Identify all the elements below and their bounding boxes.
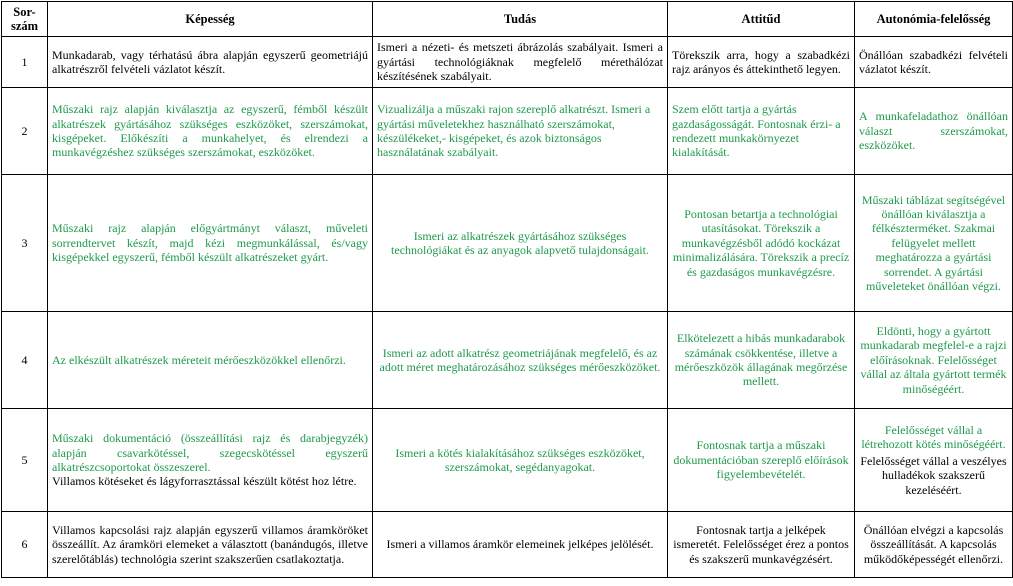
- table-row: [2, 88, 1013, 175]
- cell-kepesseg: [48, 409, 373, 512]
- cell-kepesseg-black: Villamos kötéseket és lágyforrasztással készült kötést hoz létre.: [52, 474, 357, 489]
- competency-table: [1, 1, 1013, 578]
- header-kepesseg: Képesség: [48, 2, 373, 37]
- row-number: 6: [2, 512, 48, 578]
- table-row: [2, 409, 1013, 512]
- cell-autonomia-black: Felelősséget vállal a veszélyes hulladékok szakszerű kezeléséért.: [860, 453, 1007, 497]
- cell-autonomia-green: Felelősséget vállal a létrehozott kötés minőségéért.: [861, 422, 1006, 452]
- row-number: 2: [2, 88, 48, 175]
- row-number: 1: [2, 37, 48, 88]
- cell-kepesseg: Az elkészült alkatrészek méreteit mérőeszközökkel ellenőrzi.: [48, 312, 373, 409]
- cell-attitud: Szem előtt tartja a gyártás gazdaságosságát. Fontosnak érzi- a rendezett munkakörnyezet kialakítását.: [668, 88, 855, 175]
- cell-tudas: Vizualizálja a műszaki rajon szereplő alkatrészt. Ismeri a gyártási műveletekhez használható szerszámokat, készülékeket,- kisgépeket, és azok biztonságos használatának szabályait.: [373, 88, 668, 175]
- cell-tudas: Ismeri az alkatrészek gyártásához szükséges technológiákat és az anyagok alapvető tulajdonságait.: [373, 175, 668, 312]
- header-row: [2, 2, 1013, 37]
- cell-tudas: Ismeri a kötés kialakításához szükséges eszközöket, szerszámokat, segédanyagokat.: [373, 409, 668, 512]
- cell-attitud: Fontosnak tartja a jelképek ismeretét. Felelősséget érez a pontos és szakszerű munkavégzésért.: [668, 512, 855, 578]
- cell-autonomia: Eldönti, hogy a gyártott munkadarab megfelel-e a rajzi előírásoknak. Felelősséget vállal az általa gyártott termék minőségéért.: [855, 312, 1013, 409]
- cell-kepesseg: Műszaki rajz alapján előgyártmányt választ, műveleti sorrendtervet készít, majd kézi megmunkálással, és/vagy kisgépekkel egyszerű, fémből készült alkatrészeket gyárt.: [48, 175, 373, 312]
- cell-kepesseg-green: Műszaki dokumentáció (összeállítási rajz és darabjegyzék) alapján csavarkötéssel, szegecskötéssel egyszerű alkatrészcsoportokat összeszerel.: [52, 431, 368, 474]
- header-sorszam-line2: szám: [10, 19, 39, 33]
- cell-attitud: Elkötelezett a hibás munkadarabok számának csökkentése, illetve a mérőeszközök állagának megőrzése mellett.: [668, 312, 855, 409]
- row-number: 5: [2, 409, 48, 512]
- table-header: [2, 2, 1013, 37]
- table-row: [2, 175, 1013, 312]
- table-body: [2, 37, 1013, 578]
- header-tudas: Tudás: [373, 2, 668, 37]
- cell-autonomia: Önállóan szabadkézi felvételi vázlatot készít.: [855, 37, 1013, 88]
- table-row: [2, 312, 1013, 409]
- table-row: [2, 37, 1013, 88]
- header-attitud: Attitűd: [668, 2, 855, 37]
- cell-attitud: Fontosnak tartja a műszaki dokumentációban szereplő előírások figyelembevételét.: [668, 409, 855, 512]
- header-sorszam: [2, 2, 48, 37]
- cell-attitud: Törekszik arra, hogy a szabadkézi rajz arányos és áttekinthető legyen.: [668, 37, 855, 88]
- table-row: [2, 512, 1013, 578]
- header-sorszam-line1: Sor-: [13, 4, 36, 19]
- cell-kepesseg: Munkadarab, vagy térhatású ábra alapján egyszerű geometriájú alkatrészről felvételi vázlatot készít.: [48, 37, 373, 88]
- cell-kepesseg: Műszaki rajz alapján kiválasztja az egyszerű, fémből készült alkatrészek gyártásához szükséges eszközöket, szerszámokat, kisgépeket. Előkészíti a munkahelyet, és elrendezi a munkavégzéshez szükséges szerszámokat, eszközöket.: [48, 88, 373, 175]
- row-number: 3: [2, 175, 48, 312]
- cell-autonomia: A munkafeladathoz önállóan választ szerszámokat, eszközöket.: [855, 88, 1013, 175]
- cell-tudas: Ismeri az adott alkatrész geometriájának megfelelő, és az adott méret meghatározásához szükséges mérőeszközöket.: [373, 312, 668, 409]
- cell-autonomia: Önállóan elvégzi a kapcsolás összeállítását. A kapcsolás működőképességét ellenőrzi.: [855, 512, 1013, 578]
- cell-attitud: Pontosan betartja a technológiai utasításokat. Törekszik a munkavégzésből adódó kockázat minimalizálására. Törekszik a precíz és gazdaságos munkavégzésre.: [668, 175, 855, 312]
- header-autonomia: Autonómia-felelősség: [855, 2, 1013, 37]
- cell-tudas: Ismeri a villamos áramkör elemeinek jelképes jelölését.: [373, 512, 668, 578]
- cell-autonomia: [855, 409, 1013, 512]
- row-number: 4: [2, 312, 48, 409]
- cell-autonomia: Műszaki táblázat segítségével önállóan kiválasztja a félkészterméket. Szakmai felügyelet mellett meghatározza a gyártási sorrendet. A gyártási műveleteket önállóan végzi.: [855, 175, 1013, 312]
- cell-kepesseg: Villamos kapcsolási rajz alapján egyszerű villamos áramköröket összeállít. Az áramköri elemeket a választott (banándugós, illetve szerelőtáblás) technológia szerint szakszerűen csatlakoztatja.: [48, 512, 373, 578]
- cell-tudas: Ismeri a nézeti- és metszeti ábrázolás szabályait. Ismeri a gyártási technológiáknak megfelelő mérethálózat készítésének szabályait.: [373, 37, 668, 88]
